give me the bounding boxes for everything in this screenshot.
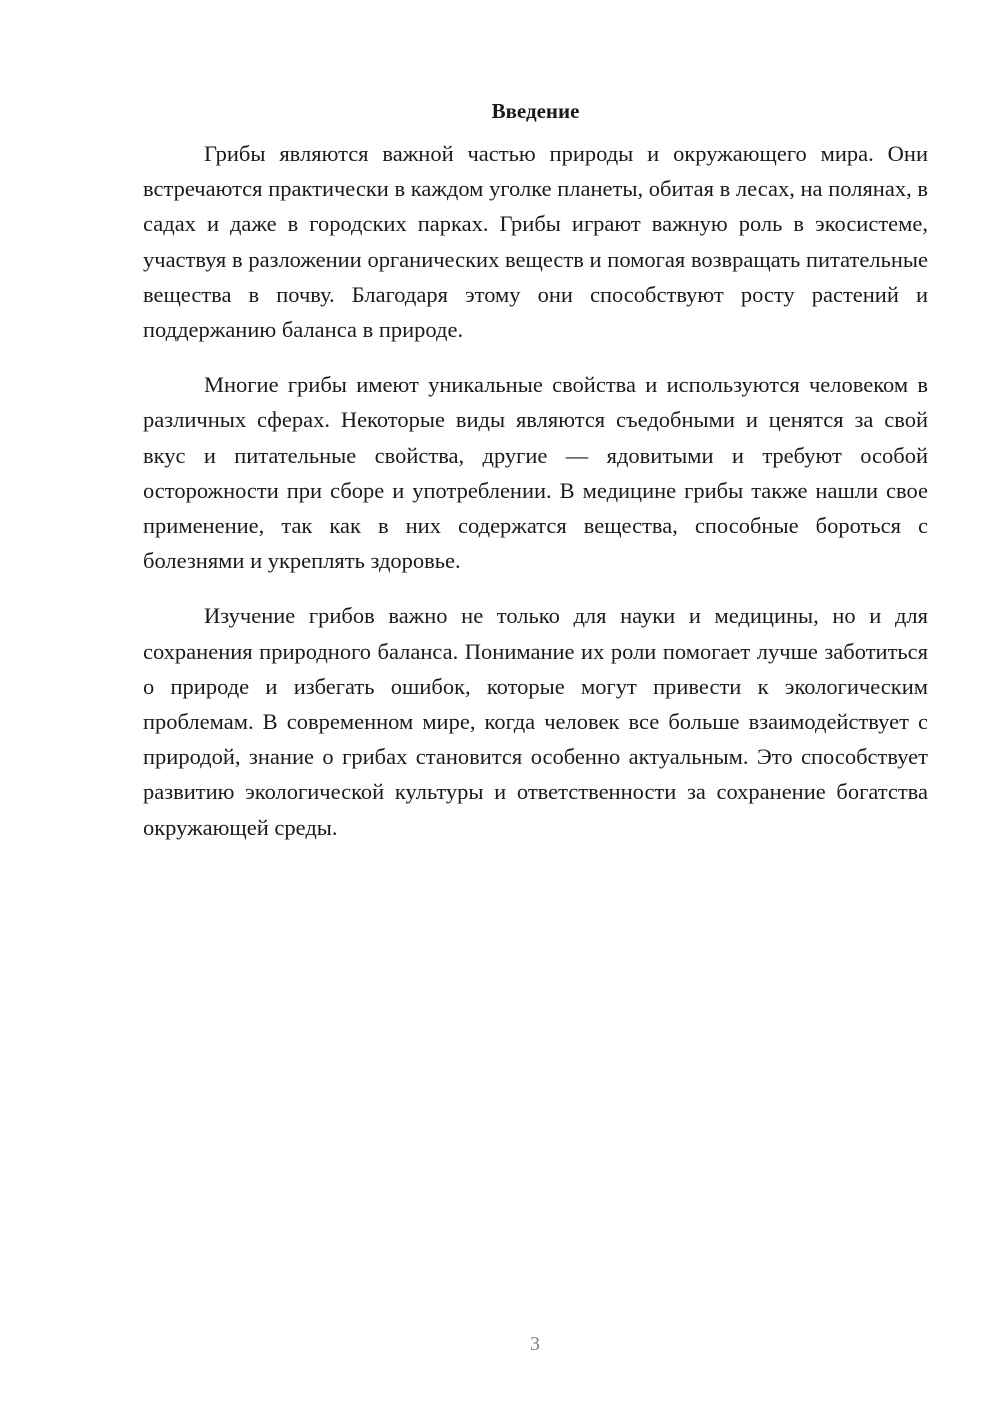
paragraph-1: Грибы являются важной частью природы и окружающего мира. Они встречаются практически в каждом уголке планеты, обитая в лесах, на полянах, в садах и даже в городских парках. Грибы играют важную роль в экосистеме, участвуя в разложении органических веществ и помогая возвращать питательные вещества в почву. Благодаря этому они способствуют росту растений и поддержанию баланса в природе.: [143, 141, 928, 343]
page-content: [143, 94, 928, 865]
paragraph-2: Многие грибы имеют уникальные свойства и используются человеком в различных сферах. Некоторые виды являются съедобными и ценятся за свой вкус и питательные свойства, другие — ядовитыми и требуют особой осторожности при сборе и употреблении. В медицине грибы также нашли свое применение, так как в них содержатся вещества, способные бороться с болезнями и укреплять здоровье.: [143, 372, 928, 574]
paragraph-3: Изучение грибов важно не только для науки и медицины, но и для сохранения природного баланса. Понимание их роли помогает лучше заботиться о природе и избегать ошибок, которые могут привести к экологическим проблемам. В современном мире, когда человек все больше взаимодействует с природой, знание о грибах становится особенно актуальным. Это способствует развитию экологической культуры и ответственности за сохранение богатства окружающей среды.: [143, 603, 928, 840]
section-heading: Введение: [491, 99, 580, 123]
page-number: 3: [530, 1333, 540, 1355]
